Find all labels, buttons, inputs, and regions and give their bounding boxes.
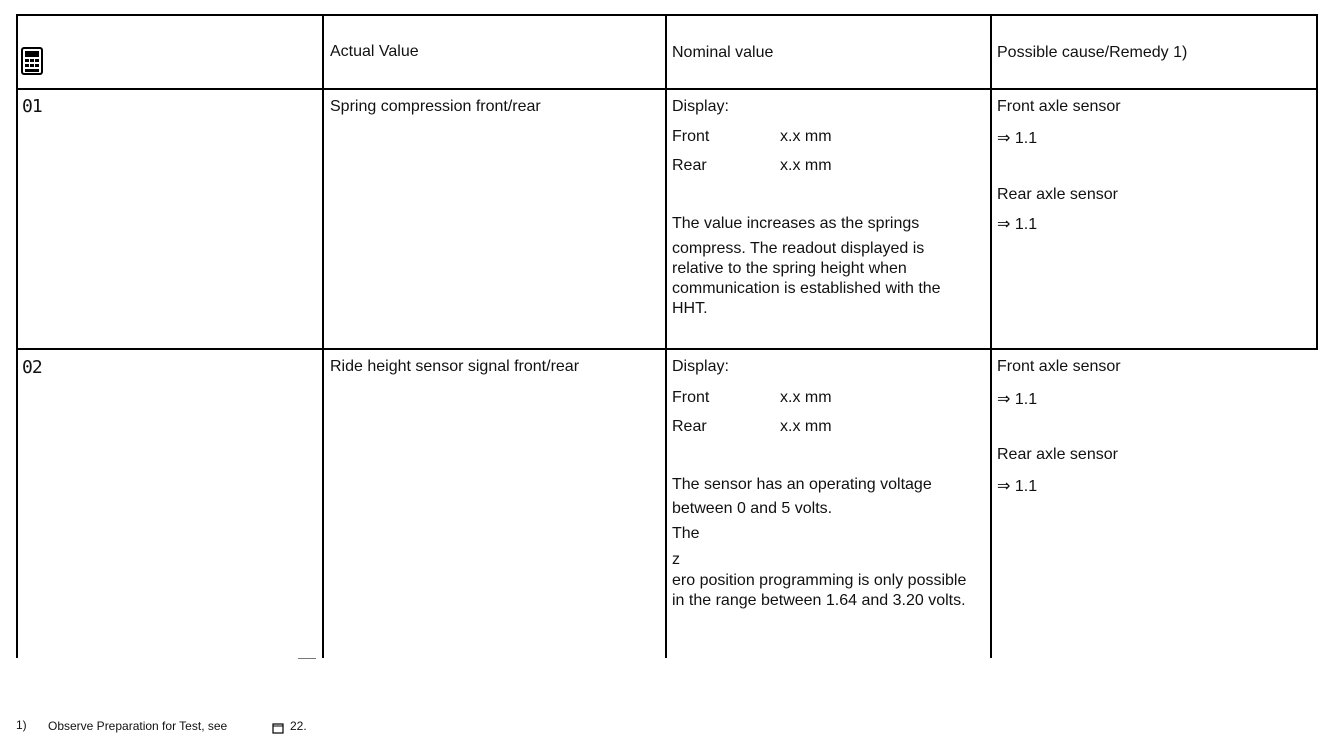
row-1-front-value: x.x mm [780,128,832,145]
row-2-front-axle-sensor: Front axle sensor [997,358,1121,375]
table-column-divider-1 [322,14,324,658]
row-2-front-value: x.x mm [780,389,832,406]
row-1-rear-axle-sensor: Rear axle sensor [997,186,1118,203]
tester-icon [20,46,44,76]
row-2-description-line-4: z [672,551,680,568]
row-1-display-label: Display: [672,98,729,115]
row-2-rear-axle-sensor: Rear axle sensor [997,446,1118,463]
row-2-rear-value: x.x mm [780,418,832,435]
row-2-front-label: Front [672,389,710,406]
header-nominal-value: Nominal value [672,44,774,61]
row-1-front-axle-reference: ⇒ 1.1 [997,130,1038,147]
row-2-rear-axle-reference: ⇒ 1.1 [997,478,1038,495]
table-row-divider [16,348,1318,350]
table-top-border [16,14,1318,16]
row-1-front-label: Front [672,128,710,145]
header-possible-cause: Possible cause/Remedy 1) [997,44,1188,61]
row-2-description-line-3: The [672,525,700,542]
row-2-display-label: Display: [672,358,729,375]
table-left-border [16,14,18,658]
footnote-marker: 1) [16,718,27,732]
row-2-description-rest: ero position programming is only possible in the range between 1.64 and 3.20 volts. [672,572,967,609]
row-1-description-rest: compress. The readout displayed is relative to the spring height when communication is established with the HHT. [672,240,941,317]
row-1-rear-axle-reference: ⇒ 1.1 [997,216,1038,233]
table-right-border [1316,14,1318,348]
row-1-description-line-1: The value increases as the springs [672,215,920,232]
row-2-actual-value: Ride height sensor signal front/rear [330,358,580,375]
table-header-divider [16,88,1318,90]
footnote-page-number: 22. [290,719,307,733]
table-column-divider-2 [665,14,667,658]
table-bottom-tick [298,658,316,659]
row-1-rear-value: x.x mm [780,157,832,174]
row-1-field-number: 01 [22,96,42,117]
row-1-actual-value: Spring compression front/rear [330,98,541,115]
footnote-text: Observe Preparation for Test, see [48,719,228,733]
row-1-front-axle-sensor: Front axle sensor [997,98,1121,115]
row-2-rear-label: Rear [672,418,707,435]
row-2-field-number: 02 [22,357,42,378]
book-reference-icon [272,721,284,732]
row-2-description-line-2: between 0 and 5 volts. [672,500,833,517]
row-1-rear-label: Rear [672,157,707,174]
header-actual-value: Actual Value [330,43,419,60]
table-column-divider-3 [990,14,992,658]
row-2-description-line-1: The sensor has an operating voltage [672,476,932,493]
row-2-front-axle-reference: ⇒ 1.1 [997,391,1038,408]
